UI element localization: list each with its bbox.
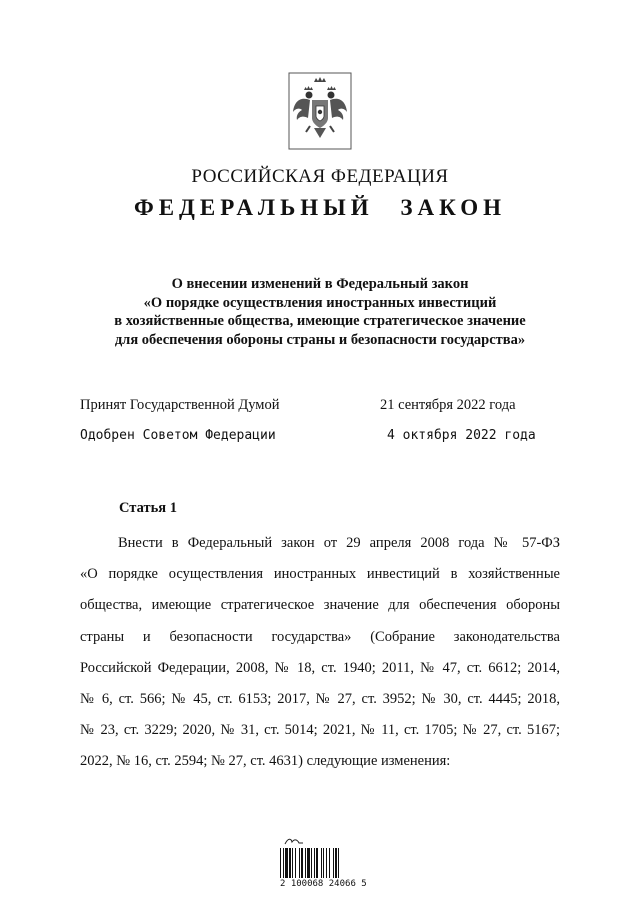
body-line: Внести в Федеральный закон от 29 апреля 2008 года № 57-ФЗ xyxy=(118,535,560,551)
body-line: 2022, № 16, ст. 2594; № 27, ст. 4631) следующие изменения: xyxy=(80,753,451,770)
country-name: РОССИЙСКАЯ ФЕДЕРАЦИЯ xyxy=(191,166,449,187)
subject-line: в хозяйственные общества, имеющие стратегическое значение xyxy=(114,313,526,329)
body-line: «О порядке осуществления иностранных инвестиций в хозяйственные xyxy=(80,566,560,583)
council-approval-label: Одобрен Советом Федерации xyxy=(80,428,276,443)
barcode-icon xyxy=(280,848,368,878)
document-barcode xyxy=(280,836,370,896)
body-line: № 23, ст. 3229; 2020, № 31, ст. 5014; 2021, № 11, ст. 1705; № 27, ст. 5167; xyxy=(80,722,560,739)
council-approval-date: 4 октября 2022 года xyxy=(387,428,536,443)
body-line: № 6, ст. 566; № 45, ст. 6153; 2017, № 27, ст. 3952; № 30, ст. 4445; 2018, xyxy=(80,691,560,708)
article-body xyxy=(80,528,560,778)
body-line: общества, имеющие стратегическое значение для обеспечения обороны xyxy=(80,597,560,614)
subject-line: для обеспечения обороны страны и безопасности государства» xyxy=(114,331,526,348)
barcode-number: 2 100068 24066 5 xyxy=(280,879,367,889)
duma-adoption-label: Принят Государственной Думой xyxy=(80,397,280,413)
body-line: Российской Федерации, 2008, № 18, ст. 1940; 2011, № 47, ст. 6612; 2014, xyxy=(80,659,560,676)
article-heading: Статья 1 xyxy=(119,500,177,516)
signature-mark-icon xyxy=(284,836,304,846)
coat-of-arms-icon xyxy=(288,72,352,150)
law-type-title: ФЕДЕРАЛЬНЫЙ ЗАКОН xyxy=(133,195,507,220)
body-line: страны и безопасности государства» (Собрание законодательства xyxy=(80,628,560,645)
subject-line: О внесении изменений в Федеральный закон xyxy=(171,276,469,292)
subject-line: «О порядке осуществления иностранных инвестиций xyxy=(143,294,497,311)
law-subject xyxy=(60,275,580,349)
duma-adoption-date: 21 сентября 2022 года xyxy=(380,397,516,413)
